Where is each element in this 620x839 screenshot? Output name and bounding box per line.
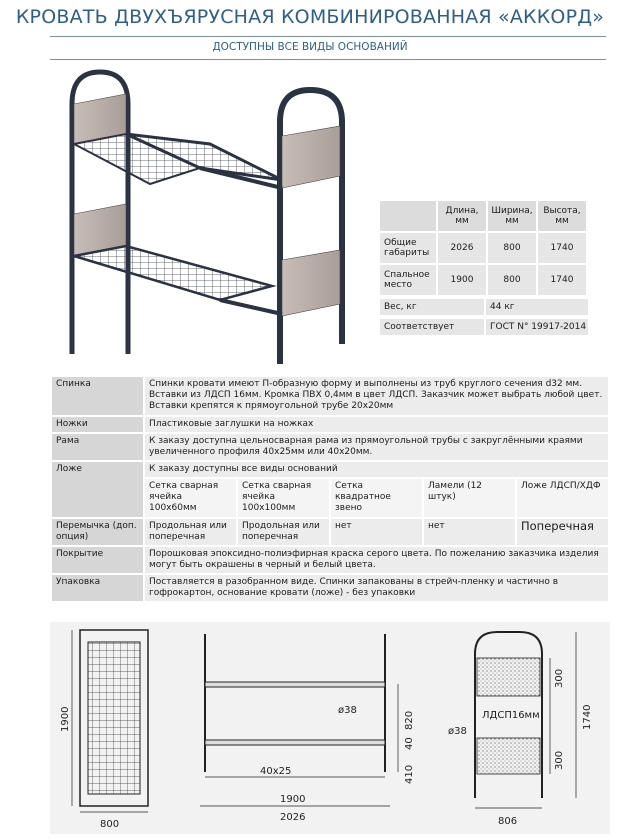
spec-text-package: Поставляется в разобранном виде. Спинки запакованы в стрейч-пленку и частично в гофрокартон, основание кровати (ложе) - без упаковки: [145, 575, 608, 601]
weight-label: Вес, кг: [380, 299, 484, 315]
spec-text-base: К заказу доступны все виды оснований: [145, 462, 608, 477]
dims-row-label: Общие габариты: [380, 233, 436, 263]
standard-label: Соответствует: [380, 319, 484, 335]
dimensions-table: [378, 199, 588, 297]
dims-corner-cell: [380, 201, 436, 231]
crossbar-cell: Поперечная: [517, 519, 608, 545]
dims-cell: 1740: [538, 233, 586, 263]
end-tube-diameter-label: ø38: [448, 726, 467, 737]
dims-cell: 2026: [438, 233, 486, 263]
spec-table: [50, 375, 610, 603]
crossbar-cell: нет: [424, 519, 515, 545]
dims-cell: 1740: [538, 265, 586, 295]
spec-label-crossbar: Перемычка (доп. опция): [52, 519, 143, 545]
frame-height-label: 40: [404, 737, 415, 750]
spec-text-legs: Пластиковые заглушки на ножках: [145, 417, 608, 432]
base-type-cell: Ламели (12 штук): [424, 479, 515, 517]
insert-label: ЛДСП16мм: [482, 710, 540, 721]
leg-height-label: 410: [404, 764, 415, 784]
weight-table: [378, 297, 590, 317]
weight-value: 44 кг: [486, 299, 588, 315]
side-view: [200, 634, 415, 823]
end-view: [448, 632, 593, 827]
page-subtitle: ДОСТУПНЫ ВСЕ ВИДЫ ОСНОВАНИЙ: [212, 41, 408, 53]
crossbar-cell: нет: [331, 519, 422, 545]
height-between-label: 820: [404, 710, 415, 730]
profile-label: 40x25: [260, 766, 292, 777]
side-outer-length-label: 2026: [280, 812, 306, 823]
side-inner-length-label: 1900: [280, 794, 306, 805]
insert-height-bottom-label: 300: [554, 750, 565, 770]
base-type-cell: Сетка сварная ячейка 100х60мм: [145, 479, 236, 517]
spec-text-frame: К заказу доступна цельносварная рама из прямоугольной трубы с закруглёнными краями увеличенного профиля 40х25мм или 40х20мм.: [145, 434, 608, 460]
title-divider: [50, 36, 606, 37]
technical-drawing: [50, 622, 610, 834]
dims-header-width: Ширина, мм: [488, 201, 536, 231]
dims-cell: 800: [488, 233, 536, 263]
total-height-label: 1740: [582, 704, 593, 730]
end-width-label: 806: [498, 816, 518, 827]
subtitle-divider: [50, 59, 606, 60]
dims-header-length: Длина, мм: [438, 201, 486, 231]
page-title: КРОВАТЬ ДВУХЪЯРУСНАЯ КОМБИНИРОВАННАЯ «АККОРД»: [15, 6, 605, 28]
spec-label-backs: Спинка: [52, 377, 143, 415]
top-width-label: 800: [100, 819, 120, 830]
base-type-cell: Ложе ЛДСП/ХДФ: [517, 479, 608, 517]
insert-height-top-label: 300: [554, 668, 565, 688]
spec-label-legs: Ножки: [52, 417, 143, 432]
dims-cell: 1900: [438, 265, 486, 295]
spec-label-coating: Покрытие: [52, 547, 143, 573]
standard-value: ГОСТ N° 19917-2014: [486, 319, 588, 335]
top-length-label: 1900: [60, 706, 71, 732]
top-view: [60, 630, 148, 830]
crossbar-cell: Продольная или поперечная: [238, 519, 329, 545]
bed-illustration: [60, 64, 360, 374]
dims-cell: 800: [488, 265, 536, 295]
side-tube-diameter-label: ø38: [338, 705, 357, 716]
spec-label-frame: Рама: [52, 434, 143, 460]
dims-header-height: Высота, мм: [538, 201, 586, 231]
spec-text-backs: Спинки кровати имеют П-образную форму и выполнены из труб круглого сечения d32 мм. Вставки из ЛДСП 16мм. Кромка ПВХ 0,4мм в цвет ЛДСП. Заказчик может выбрать любой цвет. Вставки крепятся к прямоугольной трубе 20х20мм: [145, 377, 608, 415]
base-type-cell: Сетка сварная ячейка 100х100мм: [238, 479, 329, 517]
base-type-cell: Сетка квадратное звено: [331, 479, 422, 517]
spec-label-base: Ложе: [52, 462, 143, 517]
dims-row-label: Спальное место: [380, 265, 436, 295]
spec-label-package: Упаковка: [52, 575, 143, 601]
spec-text-coating: Порошковая эпоксидно-полиэфирная краска серого цвета. По пожеланию заказчика изделия могут быть окрашены в черный и белый цвета.: [145, 547, 608, 573]
crossbar-cell: Продольная или поперечная: [145, 519, 236, 545]
standard-table: [378, 317, 590, 337]
